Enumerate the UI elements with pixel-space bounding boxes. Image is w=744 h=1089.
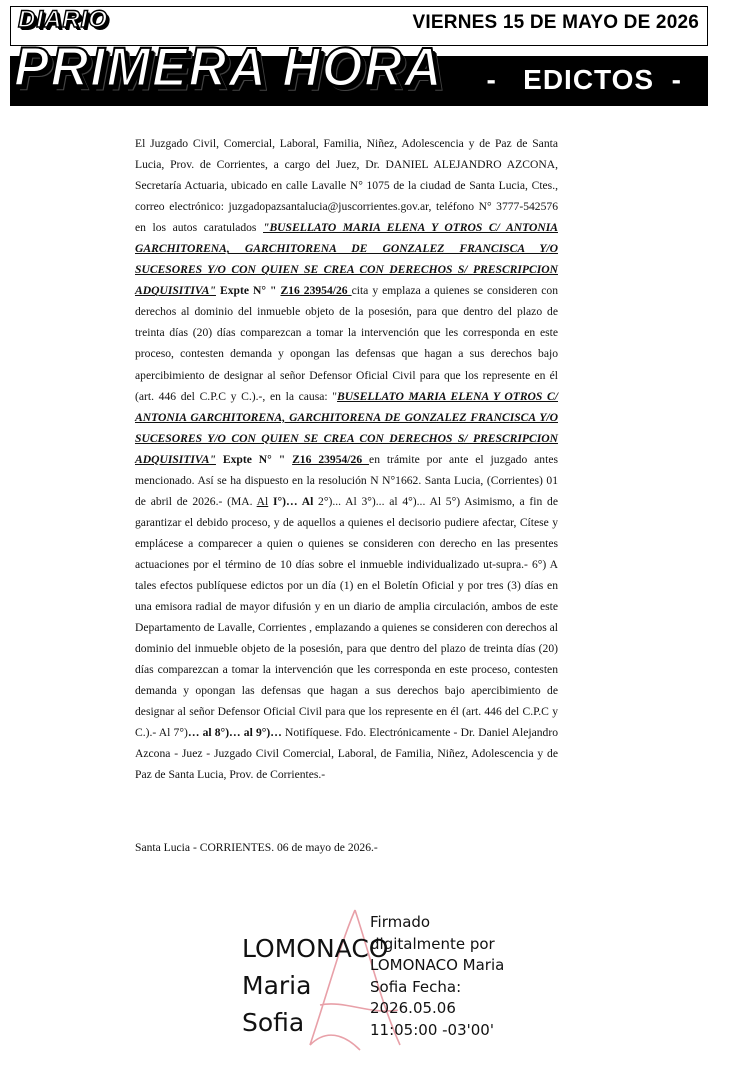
signer-name: LOMONACO Maria Sofia <box>242 934 389 1037</box>
edict-text-closing: Notifíquese. Fdo. Electrónicamente - Dr. Daniel Alejandro Azcona - Juez - Juzgado Civil Comercial, Laboral, de Familia, Niñez, Adolescencia y de Paz de Santa Lucia, Prov. de Corrientes.- <box>135 726 559 782</box>
item-one-bold: I°)… Al <box>268 494 314 508</box>
masthead <box>10 6 708 106</box>
edict-paragraph <box>135 133 558 785</box>
logo-primera-hora: PRIMERA HORA <box>14 37 444 98</box>
items-bold: … al 8°)… al 9°)… <box>187 726 282 740</box>
al-underlined: Al <box>256 494 269 508</box>
logo-diario: DIARIO <box>18 6 108 33</box>
expte-number-repeat: Z16 23954/26 <box>292 452 370 466</box>
edict-body <box>135 133 558 785</box>
case-title: "BUSELLATO MARIA ELENA Y OTROS C/ ANTONIA GARCHITORENA, GARCHITORENA DE GONZALEZ FRANCISCA Y/O SUCESORES Y/O CON QUIEN SE CREA CON DERECHOS S/ PRESCRIPCION ADQUISITIVA" <box>135 221 558 298</box>
section-title: - EDICTOS - <box>486 64 682 95</box>
expte-label-repeat: Expte N° " <box>215 452 293 466</box>
expte-label: Expte N° " <box>215 284 281 298</box>
signature-details: Firmado digitalmente por LOMONACO Maria Sofia Fecha: 2026.05.06 11:05:00 -03'00' <box>370 913 505 1039</box>
place-date-line: Santa Lucia - CORRIENTES. 06 de mayo de 2026.- <box>135 841 378 854</box>
expte-number: Z16 23954/26 <box>280 284 352 298</box>
edict-intro: El Juzgado Civil, Comercial, Laboral, Familia, Niñez, Adolescencia y de Paz de Santa Lucia, Prov. de Corrientes, a cargo del Juez, Dr. DANIEL ALEJANDRO AZCONA, Secretaría Actuaria, ubicado en calle Lavalle N° 1075 de la ciudad de Santa Lucia, Ctes., correo electrónico: juzgadopazsantalucia@juscorrientes.gov.ar, teléfono N° 3777-542576 en los autos caratulados <box>135 137 558 235</box>
case-title-repeat: BUSELLATO MARIA ELENA Y OTROS C/ ANTONIA GARCHITORENA, GARCHITORENA DE GONZALEZ FRANCISCA Y/O SUCESORES Y/O CON QUIEN SE CREA CON DERECHOS S/ PRESCRIPCION ADQUISITIVA" <box>135 389 559 466</box>
edict-text-provisions: 2°)... Al 3°)... al 4°)... Al 5°) Asimismo, a fin de garantizar el debido proceso, y de aquellos a quienes el decisorio pudiere afectar, Cítese y emplácese a comparecer a quien o quienes se consideren con derecho en las presentes actuaciones por el término de 10 días sobre el inmueble individualizado ut-supra.- 6°) A tales efectos publíquese edictos por un día (1) en el Boletín Oficial y por tres (3) días en una emisora radial de mayor difusión y en un diario de amplia circulación, ambos de este Departamento de Lavalle, Corrientes , emplazando a quienes se consideren con derechos al dominio del inmueble objeto de la posesión, para que dentro del plazo de treinta días (20) días comparezcan a tomar la intervención que les corresponda en este proceso, contesten demanda y opongan las defensas que hagan a sus derechos bajo apercibimiento de designar al señor Defensor Oficial Civil para que los represente en él (art. 446 del C.P.C y C.).- Al 7°) <box>135 494 558 740</box>
edict-text: cita y emplaza a quienes se consideren con derechos al dominio del inmueble objeto de la posesión, para que dentro del plazo de treinta días (20) días comparezcan a tomar la intervención que les corresponda en este proceso, contesten demanda y opongan las defensas que hagan a sus derechos bajo apercibimiento de designar al señor Defensor Oficial Civil para que los represente en él (art. 446 del C.P.C y C.).-, en la causa: " <box>135 284 558 403</box>
edition-date: VIERNES 15 DE MAYO DE 2026 <box>412 12 699 33</box>
edict-text-resolution: en trámite por ante el juzgado antes mencionado. Así se ha dispuesto en la resolución N N°1662. Santa Lucia, (Corrientes) 01 de abril de 2026.- (MA. <box>135 452 558 508</box>
